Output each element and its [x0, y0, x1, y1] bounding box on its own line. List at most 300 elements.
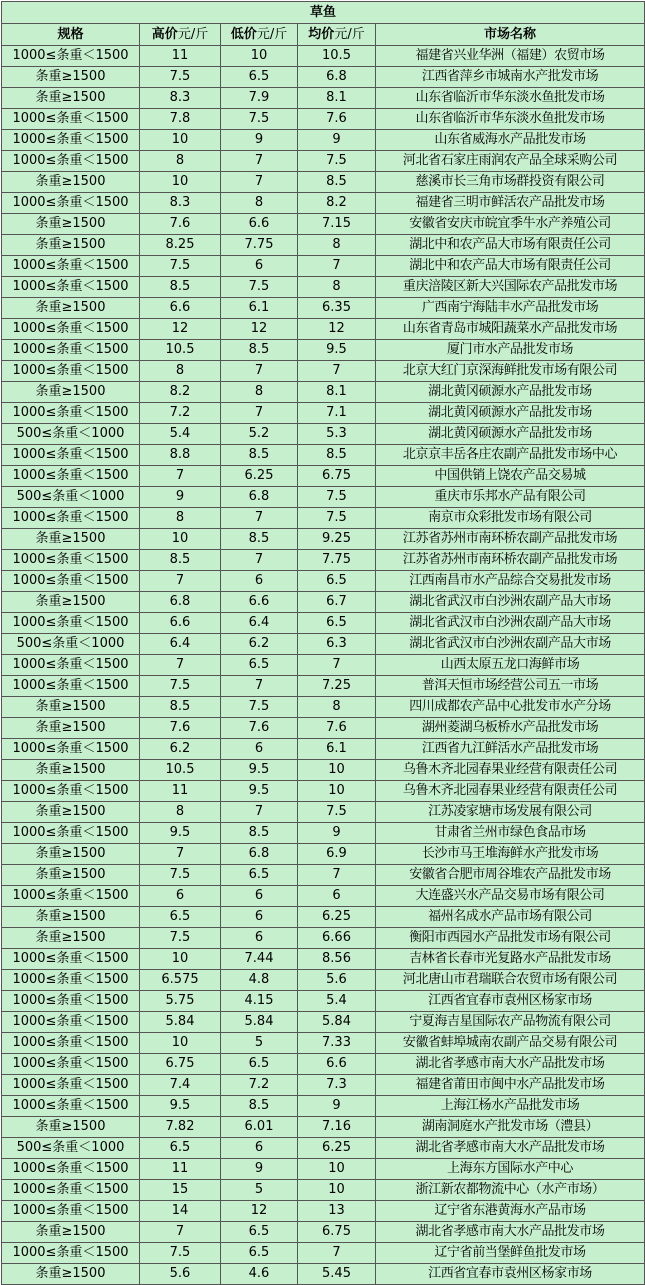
cell-low-price: 4.8	[221, 970, 298, 991]
table-row	[2, 1075, 645, 1096]
cell-market: 湖北中和农产品大市场有限责任公司	[376, 235, 645, 256]
table-row	[2, 445, 645, 466]
cell-low-price: 7	[221, 550, 298, 571]
cell-avg-price: 6	[298, 886, 376, 907]
cell-spec: 500≤条重＜1000	[2, 487, 140, 508]
header-high-unit: 元/斤	[177, 26, 209, 42]
cell-market: 湖北省武汉市白沙洲农副产品大市场	[376, 592, 645, 613]
cell-low-price: 6.1	[221, 298, 298, 319]
cell-spec: 1000≤条重＜1500	[2, 949, 140, 970]
cell-avg-price: 10	[298, 1180, 376, 1201]
cell-avg-price: 5.4	[298, 991, 376, 1012]
cell-high-price: 15	[140, 1180, 221, 1201]
cell-low-price: 7	[221, 676, 298, 697]
table-row	[2, 172, 645, 193]
cell-low-price: 6.8	[221, 487, 298, 508]
cell-avg-price: 7.6	[298, 109, 376, 130]
cell-low-price: 5.84	[221, 1012, 298, 1033]
table-row	[2, 697, 645, 718]
cell-spec: 条重≥1500	[2, 697, 140, 718]
cell-avg-price: 6.9	[298, 844, 376, 865]
cell-high-price: 6.8	[140, 592, 221, 613]
header-high-price	[140, 24, 221, 46]
table-row	[2, 382, 645, 403]
cell-low-price: 9	[221, 130, 298, 151]
cell-high-price: 6.6	[140, 298, 221, 319]
table-row	[2, 928, 645, 949]
cell-market: 辽宁省东港黄海水产品市场	[376, 1201, 645, 1222]
cell-avg-price: 6.66	[298, 928, 376, 949]
cell-high-price: 7	[140, 1222, 221, 1243]
cell-low-price: 6	[221, 907, 298, 928]
cell-market: 福建省兴业华洲（福建）农贸市场	[376, 46, 645, 67]
table-row	[2, 193, 645, 214]
cell-spec: 1000≤条重＜1500	[2, 130, 140, 151]
cell-avg-price: 6.3	[298, 634, 376, 655]
cell-high-price: 10.5	[140, 340, 221, 361]
cell-market: 山东省临沂市华东淡水鱼批发市场	[376, 88, 645, 109]
cell-high-price: 7	[140, 571, 221, 592]
table-row	[2, 67, 645, 88]
cell-market: 山西太原五龙口海鲜市场	[376, 655, 645, 676]
cell-high-price: 6.4	[140, 634, 221, 655]
cell-high-price: 6.75	[140, 1054, 221, 1075]
cell-market: 重庆涪陵区新大兴国际农产品批发市场	[376, 277, 645, 298]
cell-high-price: 7.5	[140, 67, 221, 88]
cell-market: 河北唐山市君瑞联合农贸市场有限公司	[376, 970, 645, 991]
table-row	[2, 1264, 645, 1285]
cell-spec: 条重≥1500	[2, 760, 140, 781]
cell-high-price: 7.5	[140, 256, 221, 277]
cell-low-price: 7	[221, 508, 298, 529]
cell-avg-price: 5.84	[298, 1012, 376, 1033]
cell-spec: 1000≤条重＜1500	[2, 1243, 140, 1264]
header-low-price	[221, 24, 298, 46]
table-row	[2, 1138, 645, 1159]
cell-high-price: 7.5	[140, 676, 221, 697]
cell-market: 江西省九江鲜活水产品批发市场	[376, 739, 645, 760]
cell-low-price: 8.5	[221, 445, 298, 466]
cell-avg-price: 6.7	[298, 592, 376, 613]
cell-spec: 1000≤条重＜1500	[2, 823, 140, 844]
table-row	[2, 88, 645, 109]
cell-high-price: 8.2	[140, 382, 221, 403]
header-avg-price	[298, 24, 376, 46]
cell-avg-price: 9	[298, 130, 376, 151]
cell-market: 江西省宜春市袁州区杨家市场	[376, 991, 645, 1012]
cell-avg-price: 8.2	[298, 193, 376, 214]
cell-avg-price: 7.1	[298, 403, 376, 424]
table-row	[2, 571, 645, 592]
cell-market: 宁夏海吉星国际农产品物流有限公司	[376, 1012, 645, 1033]
cell-avg-price: 7.25	[298, 676, 376, 697]
cell-high-price: 5.75	[140, 991, 221, 1012]
cell-market: 甘肃省兰州市绿色食品市场	[376, 823, 645, 844]
cell-low-price: 8	[221, 193, 298, 214]
cell-market: 衡阳市西园水产品批发市场有限公司	[376, 928, 645, 949]
cell-avg-price: 8.5	[298, 172, 376, 193]
cell-high-price: 8	[140, 802, 221, 823]
cell-spec: 条重≥1500	[2, 88, 140, 109]
cell-spec: 条重≥1500	[2, 235, 140, 256]
cell-avg-price: 10	[298, 760, 376, 781]
table-row	[2, 865, 645, 886]
cell-market: 湖南洞庭水产批发市场（澧县）	[376, 1117, 645, 1138]
cell-spec: 条重≥1500	[2, 802, 140, 823]
cell-high-price: 11	[140, 46, 221, 67]
cell-market: 江西南昌市水产品综合交易批发市场	[376, 571, 645, 592]
cell-high-price: 6	[140, 886, 221, 907]
cell-spec: 条重≥1500	[2, 1264, 140, 1285]
cell-market: 乌鲁木齐北园春果业经营有限责任公司	[376, 760, 645, 781]
cell-high-price: 6.575	[140, 970, 221, 991]
cell-avg-price: 8	[298, 277, 376, 298]
cell-low-price: 6	[221, 739, 298, 760]
cell-market: 湖北黄冈硕源水产品批发市场	[376, 382, 645, 403]
cell-high-price: 6.5	[140, 1138, 221, 1159]
cell-avg-price: 10.5	[298, 46, 376, 67]
cell-high-price: 8	[140, 151, 221, 172]
cell-high-price: 11	[140, 1159, 221, 1180]
cell-market: 湖北省孝感市南大水产品批发市场	[376, 1222, 645, 1243]
cell-high-price: 7	[140, 844, 221, 865]
cell-market: 江苏省苏州市南环桥农副产品批发市场	[376, 550, 645, 571]
cell-low-price: 9	[221, 1159, 298, 1180]
cell-market: 江苏凌家塘市场发展有限公司	[376, 802, 645, 823]
cell-spec: 1000≤条重＜1500	[2, 277, 140, 298]
table-row	[2, 991, 645, 1012]
cell-avg-price: 7.5	[298, 508, 376, 529]
cell-spec: 1000≤条重＜1500	[2, 613, 140, 634]
cell-market: 辽宁省前当堡鲜鱼批发市场	[376, 1243, 645, 1264]
cell-spec: 1000≤条重＜1500	[2, 109, 140, 130]
cell-low-price: 5.2	[221, 424, 298, 445]
cell-low-price: 6.5	[221, 655, 298, 676]
cell-high-price: 7.2	[140, 403, 221, 424]
cell-spec: 条重≥1500	[2, 592, 140, 613]
cell-avg-price: 8	[298, 235, 376, 256]
cell-low-price: 9.5	[221, 781, 298, 802]
table-row	[2, 130, 645, 151]
cell-avg-price: 5.45	[298, 1264, 376, 1285]
table-row	[2, 1054, 645, 1075]
cell-market: 江西省宜春市袁州区杨家市场	[376, 1264, 645, 1285]
table-row	[2, 466, 645, 487]
cell-low-price: 6.6	[221, 592, 298, 613]
table-row	[2, 949, 645, 970]
cell-spec: 1000≤条重＜1500	[2, 1075, 140, 1096]
header-low-label: 低价	[230, 26, 257, 42]
cell-spec: 500≤条重＜1000	[2, 424, 140, 445]
cell-low-price: 6.25	[221, 466, 298, 487]
cell-high-price: 5.4	[140, 424, 221, 445]
cell-high-price: 5.84	[140, 1012, 221, 1033]
table-row	[2, 844, 645, 865]
cell-avg-price: 6.6	[298, 1054, 376, 1075]
cell-avg-price: 6.35	[298, 298, 376, 319]
cell-spec: 条重≥1500	[2, 928, 140, 949]
cell-high-price: 10	[140, 949, 221, 970]
cell-spec: 1000≤条重＜1500	[2, 256, 140, 277]
cell-high-price: 9.5	[140, 1096, 221, 1117]
table-row	[2, 613, 645, 634]
cell-spec: 条重≥1500	[2, 865, 140, 886]
cell-low-price: 4.15	[221, 991, 298, 1012]
cell-high-price: 8	[140, 508, 221, 529]
cell-high-price: 6.5	[140, 907, 221, 928]
table-row	[2, 109, 645, 130]
cell-market: 湖州菱湖乌板桥水产品批发市场	[376, 718, 645, 739]
cell-low-price: 6	[221, 1138, 298, 1159]
cell-low-price: 6.5	[221, 1243, 298, 1264]
cell-market: 中国供销上饶农产品交易城	[376, 466, 645, 487]
table-row	[2, 529, 645, 550]
cell-market: 湖北省武汉市白沙洲农副产品大市场	[376, 613, 645, 634]
cell-spec: 1000≤条重＜1500	[2, 676, 140, 697]
cell-spec: 1000≤条重＜1500	[2, 571, 140, 592]
cell-high-price: 8.3	[140, 88, 221, 109]
cell-avg-price: 5.6	[298, 970, 376, 991]
cell-spec: 条重≥1500	[2, 214, 140, 235]
cell-low-price: 6.6	[221, 214, 298, 235]
header-high-label: 高价	[151, 26, 178, 42]
cell-avg-price: 8.1	[298, 88, 376, 109]
cell-market: 江苏省苏州市南环桥农副产品批发市场	[376, 529, 645, 550]
cell-spec: 条重≥1500	[2, 298, 140, 319]
cell-high-price: 8.5	[140, 277, 221, 298]
cell-spec: 1000≤条重＜1500	[2, 361, 140, 382]
cell-avg-price: 12	[298, 319, 376, 340]
table-row	[2, 718, 645, 739]
cell-low-price: 8.5	[221, 340, 298, 361]
cell-avg-price: 8	[298, 697, 376, 718]
table-row	[2, 592, 645, 613]
cell-market: 安徽省安庆市皖宜季牛水产养殖公司	[376, 214, 645, 235]
cell-market: 浙江新农都物流中心（水产市场）	[376, 1180, 645, 1201]
cell-market: 南京市众彩批发市场有限公司	[376, 508, 645, 529]
cell-low-price: 6.5	[221, 67, 298, 88]
cell-market: 湖北中和农产品大市场有限责任公司	[376, 256, 645, 277]
cell-high-price: 7.82	[140, 1117, 221, 1138]
cell-high-price: 12	[140, 319, 221, 340]
cell-avg-price: 6.75	[298, 466, 376, 487]
cell-spec: 1000≤条重＜1500	[2, 991, 140, 1012]
table-row	[2, 298, 645, 319]
table-row	[2, 550, 645, 571]
cell-high-price: 6.6	[140, 613, 221, 634]
cell-spec: 1000≤条重＜1500	[2, 886, 140, 907]
table-row	[2, 886, 645, 907]
cell-avg-price: 7.15	[298, 214, 376, 235]
cell-avg-price: 8.1	[298, 382, 376, 403]
cell-market: 四川成都农产品中心批发市水产分场	[376, 697, 645, 718]
table-row	[2, 970, 645, 991]
cell-low-price: 6	[221, 571, 298, 592]
cell-spec: 1000≤条重＜1500	[2, 340, 140, 361]
cell-market: 湖北省武汉市白沙洲农副产品大市场	[376, 634, 645, 655]
cell-avg-price: 7.6	[298, 718, 376, 739]
cell-low-price: 12	[221, 1201, 298, 1222]
cell-low-price: 7.5	[221, 277, 298, 298]
header-market: 市场名称	[376, 24, 645, 46]
cell-low-price: 9.5	[221, 760, 298, 781]
table-row	[2, 907, 645, 928]
cell-spec: 500≤条重＜1000	[2, 1138, 140, 1159]
cell-avg-price: 6.8	[298, 67, 376, 88]
cell-avg-price: 6.5	[298, 613, 376, 634]
cell-low-price: 7.44	[221, 949, 298, 970]
cell-low-price: 6	[221, 928, 298, 949]
table-row	[2, 802, 645, 823]
cell-spec: 1000≤条重＜1500	[2, 46, 140, 67]
cell-low-price: 7	[221, 802, 298, 823]
cell-high-price: 7.5	[140, 1243, 221, 1264]
table-row	[2, 823, 645, 844]
cell-high-price: 9	[140, 487, 221, 508]
cell-market: 北京大红门京深海鲜批发市场有限公司	[376, 361, 645, 382]
cell-spec: 1000≤条重＜1500	[2, 1159, 140, 1180]
table-row	[2, 277, 645, 298]
cell-market: 福建省三明市鲜活农产品批发市场	[376, 193, 645, 214]
table-row	[2, 760, 645, 781]
cell-high-price: 11	[140, 781, 221, 802]
cell-low-price: 7	[221, 403, 298, 424]
cell-market: 福建省莆田市闽中水产品批发市场	[376, 1075, 645, 1096]
cell-high-price: 8.3	[140, 193, 221, 214]
cell-spec: 条重≥1500	[2, 529, 140, 550]
cell-avg-price: 6.75	[298, 1222, 376, 1243]
table-row	[2, 739, 645, 760]
cell-high-price: 10	[140, 1033, 221, 1054]
cell-high-price: 7.5	[140, 865, 221, 886]
cell-spec: 条重≥1500	[2, 172, 140, 193]
cell-low-price: 8.5	[221, 823, 298, 844]
cell-high-price: 8.5	[140, 697, 221, 718]
cell-low-price: 5	[221, 1180, 298, 1201]
cell-spec: 条重≥1500	[2, 844, 140, 865]
cell-avg-price: 5.3	[298, 424, 376, 445]
header-low-unit: 元/斤	[256, 26, 288, 42]
cell-avg-price: 7	[298, 361, 376, 382]
cell-avg-price: 9.25	[298, 529, 376, 550]
table-row	[2, 1159, 645, 1180]
cell-high-price: 8.8	[140, 445, 221, 466]
cell-spec: 1000≤条重＜1500	[2, 403, 140, 424]
cell-spec: 条重≥1500	[2, 718, 140, 739]
cell-market: 湖北省孝感市南大水产品批发市场	[376, 1138, 645, 1159]
cell-high-price: 7.5	[140, 928, 221, 949]
cell-spec: 1000≤条重＜1500	[2, 1096, 140, 1117]
table-row	[2, 424, 645, 445]
cell-high-price: 8	[140, 361, 221, 382]
cell-high-price: 8.25	[140, 235, 221, 256]
cell-low-price: 6.01	[221, 1117, 298, 1138]
cell-market: 上海江杨水产品批发市场	[376, 1096, 645, 1117]
cell-low-price: 6	[221, 886, 298, 907]
table-row	[2, 151, 645, 172]
cell-spec: 1000≤条重＜1500	[2, 550, 140, 571]
table-row	[2, 487, 645, 508]
cell-spec: 条重≥1500	[2, 907, 140, 928]
cell-high-price: 10	[140, 130, 221, 151]
table-row	[2, 1180, 645, 1201]
cell-market: 北京京丰岳各庄农副产品批发市场中心	[376, 445, 645, 466]
cell-high-price: 10.5	[140, 760, 221, 781]
cell-market: 湖北黄冈硕源水产品批发市场	[376, 403, 645, 424]
cell-market: 重庆市乐邦水产品有限公司	[376, 487, 645, 508]
header-row	[2, 24, 645, 46]
table-row	[2, 46, 645, 67]
table-row	[2, 319, 645, 340]
cell-low-price: 6.4	[221, 613, 298, 634]
cell-high-price: 5.6	[140, 1264, 221, 1285]
cell-low-price: 7	[221, 361, 298, 382]
cell-high-price: 6.2	[140, 739, 221, 760]
cell-spec: 1000≤条重＜1500	[2, 193, 140, 214]
cell-spec: 1000≤条重＜1500	[2, 151, 140, 172]
header-avg-unit: 元/斤	[334, 26, 365, 42]
cell-high-price: 7.6	[140, 718, 221, 739]
cell-spec: 1000≤条重＜1500	[2, 1201, 140, 1222]
table-row	[2, 214, 645, 235]
cell-avg-price: 6.25	[298, 1138, 376, 1159]
cell-low-price: 4.6	[221, 1264, 298, 1285]
table-row	[2, 256, 645, 277]
cell-low-price: 7.6	[221, 718, 298, 739]
cell-low-price: 6.2	[221, 634, 298, 655]
cell-spec: 1000≤条重＜1500	[2, 445, 140, 466]
cell-avg-price: 6.5	[298, 571, 376, 592]
cell-low-price: 7.9	[221, 88, 298, 109]
table-body	[2, 46, 645, 1285]
cell-avg-price: 7.3	[298, 1075, 376, 1096]
cell-high-price: 14	[140, 1201, 221, 1222]
header-avg-label: 均价	[308, 26, 335, 42]
table-row	[2, 1117, 645, 1138]
cell-market: 慈溪市长三角市场群投资有限公司	[376, 172, 645, 193]
cell-market: 山东省临沂市华东淡水鱼批发市场	[376, 109, 645, 130]
cell-avg-price: 6.25	[298, 907, 376, 928]
table-row	[2, 781, 645, 802]
cell-market: 广西南宁海陆丰水产品批发市场	[376, 298, 645, 319]
cell-avg-price: 7.5	[298, 487, 376, 508]
cell-spec: 1000≤条重＜1500	[2, 739, 140, 760]
cell-low-price: 6.8	[221, 844, 298, 865]
cell-avg-price: 7.5	[298, 802, 376, 823]
cell-avg-price: 10	[298, 781, 376, 802]
table-row	[2, 235, 645, 256]
cell-low-price: 8.5	[221, 1096, 298, 1117]
cell-high-price: 7.6	[140, 214, 221, 235]
cell-spec: 500≤条重＜1000	[2, 634, 140, 655]
cell-spec: 条重≥1500	[2, 67, 140, 88]
cell-spec: 1000≤条重＜1500	[2, 319, 140, 340]
cell-spec: 1000≤条重＜1500	[2, 1180, 140, 1201]
cell-spec: 1000≤条重＜1500	[2, 655, 140, 676]
cell-avg-price: 10	[298, 1159, 376, 1180]
cell-avg-price: 7.16	[298, 1117, 376, 1138]
cell-avg-price: 7	[298, 1243, 376, 1264]
cell-low-price: 6.5	[221, 865, 298, 886]
cell-avg-price: 9	[298, 823, 376, 844]
cell-market: 福州名成水产品市场有限公司	[376, 907, 645, 928]
table-row	[2, 634, 645, 655]
cell-market: 山东省威海水产品批发市场	[376, 130, 645, 151]
cell-market: 安徽省蚌埠城南农副产品交易有限公司	[376, 1033, 645, 1054]
table-row	[2, 361, 645, 382]
cell-market: 上海东方国际水产中心	[376, 1159, 645, 1180]
cell-avg-price: 9.5	[298, 340, 376, 361]
